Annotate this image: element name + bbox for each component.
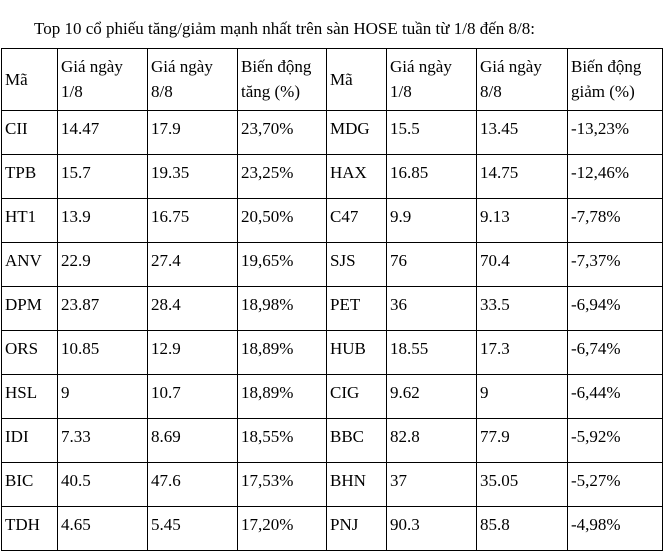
loser-price-8-8: 70.4	[477, 243, 568, 287]
loser-code: CIG	[327, 375, 387, 419]
gainers-price-8-8-header: Giá ngày 8/8	[148, 49, 238, 111]
loser-price-8-8: 17.3	[477, 331, 568, 375]
loser-change: -7,37%	[568, 243, 663, 287]
gainers-change-header: Biến động tăng (%)	[238, 49, 327, 111]
losers-change-header: Biến động giảm (%)	[568, 49, 663, 111]
table-row	[2, 111, 663, 155]
table-row	[2, 331, 663, 375]
loser-price-8-8: 85.8	[477, 507, 568, 551]
loser-change: -6,94%	[568, 287, 663, 331]
gainer-price-1-8: 15.7	[58, 155, 148, 199]
loser-change: -6,44%	[568, 375, 663, 419]
loser-change: -4,98%	[568, 507, 663, 551]
loser-price-1-8: 18.55	[387, 331, 477, 375]
table-row	[2, 507, 663, 551]
gainer-change: 17,53%	[238, 463, 327, 507]
gainers-price-1-8-header: Giá ngày 1/8	[58, 49, 148, 111]
loser-price-1-8: 9.9	[387, 199, 477, 243]
gainer-change: 18,98%	[238, 287, 327, 331]
table-row	[2, 463, 663, 507]
loser-price-1-8: 36	[387, 287, 477, 331]
gainer-change: 17,20%	[238, 507, 327, 551]
loser-code: SJS	[327, 243, 387, 287]
gainer-code: TPB	[2, 155, 58, 199]
gainer-code: HSL	[2, 375, 58, 419]
gainer-price-8-8: 12.9	[148, 331, 238, 375]
gainer-code: CII	[2, 111, 58, 155]
gainer-code: DPM	[2, 287, 58, 331]
page-title: Top 10 cổ phiếu tăng/giảm mạnh nhất trên sàn HOSE tuần từ 1/8 đến 8/8:	[34, 19, 535, 38]
gainer-price-1-8: 4.65	[58, 507, 148, 551]
gainer-change: 18,89%	[238, 375, 327, 419]
loser-price-8-8: 33.5	[477, 287, 568, 331]
losers-price-1-8-header: Giá ngày 1/8	[387, 49, 477, 111]
gainer-code: ORS	[2, 331, 58, 375]
gainer-price-8-8: 8.69	[148, 419, 238, 463]
table-row	[2, 375, 663, 419]
gainer-price-8-8: 47.6	[148, 463, 238, 507]
loser-change: -12,46%	[568, 155, 663, 199]
gainer-code: HT1	[2, 199, 58, 243]
loser-price-1-8: 37	[387, 463, 477, 507]
loser-price-1-8: 9.62	[387, 375, 477, 419]
header-row	[2, 49, 663, 111]
gainer-code: BIC	[2, 463, 58, 507]
gainer-price-8-8: 16.75	[148, 199, 238, 243]
gainer-price-1-8: 23.87	[58, 287, 148, 331]
loser-change: -7,78%	[568, 199, 663, 243]
loser-code: C47	[327, 199, 387, 243]
gainer-price-8-8: 28.4	[148, 287, 238, 331]
loser-price-8-8: 77.9	[477, 419, 568, 463]
gainer-price-8-8: 17.9	[148, 111, 238, 155]
gainer-change: 18,89%	[238, 331, 327, 375]
loser-code: PET	[327, 287, 387, 331]
loser-price-8-8: 13.45	[477, 111, 568, 155]
gainer-change: 23,25%	[238, 155, 327, 199]
loser-code: HAX	[327, 155, 387, 199]
gainer-price-1-8: 40.5	[58, 463, 148, 507]
stock-table	[1, 48, 663, 551]
gainer-change: 23,70%	[238, 111, 327, 155]
gainer-price-8-8: 10.7	[148, 375, 238, 419]
gainer-price-1-8: 22.9	[58, 243, 148, 287]
table-row	[2, 287, 663, 331]
gainer-change: 18,55%	[238, 419, 327, 463]
loser-price-8-8: 9	[477, 375, 568, 419]
gainer-price-1-8: 10.85	[58, 331, 148, 375]
gainer-price-1-8: 7.33	[58, 419, 148, 463]
loser-price-1-8: 16.85	[387, 155, 477, 199]
gainer-price-1-8: 14.47	[58, 111, 148, 155]
table-row	[2, 155, 663, 199]
table-row	[2, 199, 663, 243]
loser-code: PNJ	[327, 507, 387, 551]
loser-code: HUB	[327, 331, 387, 375]
gainer-price-1-8: 9	[58, 375, 148, 419]
gainer-change: 20,50%	[238, 199, 327, 243]
loser-code: BBC	[327, 419, 387, 463]
gainers-code-header: Mã	[2, 49, 58, 111]
gainer-code: ANV	[2, 243, 58, 287]
loser-code: MDG	[327, 111, 387, 155]
gainer-code: TDH	[2, 507, 58, 551]
losers-price-8-8-header: Giá ngày 8/8	[477, 49, 568, 111]
table-row	[2, 419, 663, 463]
gainer-change: 19,65%	[238, 243, 327, 287]
gainer-price-8-8: 27.4	[148, 243, 238, 287]
loser-price-8-8: 9.13	[477, 199, 568, 243]
loser-change: -13,23%	[568, 111, 663, 155]
loser-price-8-8: 35.05	[477, 463, 568, 507]
loser-price-1-8: 15.5	[387, 111, 477, 155]
loser-change: -5,92%	[568, 419, 663, 463]
loser-code: BHN	[327, 463, 387, 507]
gainer-price-8-8: 19.35	[148, 155, 238, 199]
loser-price-1-8: 76	[387, 243, 477, 287]
loser-price-1-8: 90.3	[387, 507, 477, 551]
loser-change: -5,27%	[568, 463, 663, 507]
gainer-price-8-8: 5.45	[148, 507, 238, 551]
gainer-price-1-8: 13.9	[58, 199, 148, 243]
loser-change: -6,74%	[568, 331, 663, 375]
gainer-code: IDI	[2, 419, 58, 463]
loser-price-8-8: 14.75	[477, 155, 568, 199]
losers-code-header: Mã	[327, 49, 387, 111]
table-row	[2, 243, 663, 287]
loser-price-1-8: 82.8	[387, 419, 477, 463]
